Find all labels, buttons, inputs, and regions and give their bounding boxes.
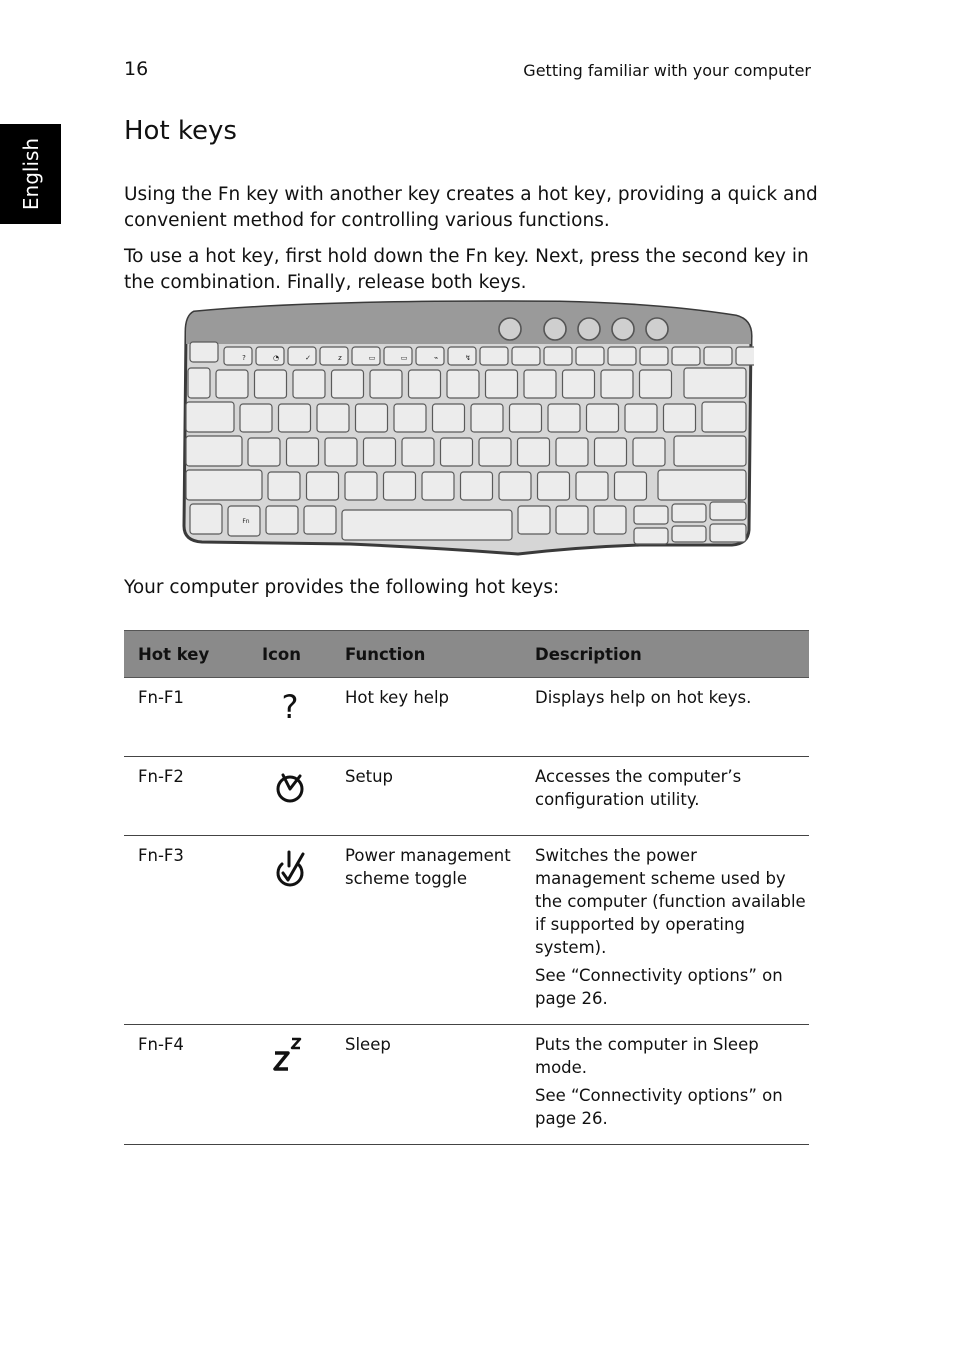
sleep-icon — [272, 1035, 308, 1081]
keyboard-key — [736, 347, 754, 365]
keyboard-key — [317, 404, 349, 432]
keyboard-key — [255, 370, 287, 398]
key-icon-mark: ◔ — [272, 354, 280, 362]
header-icon: Icon — [248, 631, 331, 678]
power-management-icon — [272, 846, 308, 896]
keyboard-key — [672, 347, 700, 365]
keyboard-key — [394, 404, 426, 432]
keyboard-key — [190, 504, 222, 534]
keyboard-key — [634, 528, 668, 544]
table-row — [124, 757, 809, 836]
question-mark-icon — [275, 688, 305, 730]
keyboard-key — [640, 370, 672, 398]
keyboard-key — [576, 472, 608, 500]
hotkey-cell: Fn-F1 — [124, 678, 248, 757]
keyboard-key — [524, 370, 556, 398]
keyboard-key — [279, 404, 311, 432]
keyboard-key — [287, 438, 319, 466]
key-icon-mark: ▭ — [400, 354, 408, 362]
hotkey-table — [124, 630, 809, 1145]
keyboard-key — [556, 438, 588, 466]
keyboard-key — [190, 342, 218, 362]
keyboard-key — [240, 404, 272, 432]
key-icon-mark: ✓ — [305, 354, 311, 362]
keyboard-key — [510, 404, 542, 432]
hotkey-cell: Fn-F3 — [124, 836, 248, 1025]
key-icon-mark: z — [338, 354, 342, 362]
language-tab — [0, 124, 61, 224]
keyboard-key — [594, 506, 626, 534]
running-header: Getting familiar with your computer — [523, 61, 811, 80]
keyboard-key — [352, 347, 380, 365]
key-icon-mark: ? — [242, 354, 246, 362]
keyboard-key — [595, 438, 627, 466]
instruction-paragraph: To use a hot key, first hold down the Fn key. Next, press the second key in the combination. Finally, release both keys. — [124, 246, 809, 293]
description-cell: Puts the computer in Sleep mode. See “Connectivity options” on page 26. — [521, 1025, 809, 1145]
keyboard-key — [633, 438, 665, 466]
keyboard-key — [304, 506, 336, 534]
table-intro: Your computer provides the following hot keys: — [124, 577, 560, 598]
keyboard-key — [416, 347, 444, 365]
svg-text:?: ? — [281, 688, 298, 724]
keyboard-key — [356, 404, 388, 432]
keyboard-key — [186, 470, 262, 500]
keyboard-key — [658, 470, 746, 500]
keyboard-key — [461, 472, 493, 500]
keyboard-key — [325, 438, 357, 466]
keyboard-key — [664, 404, 696, 432]
keyboard-key — [186, 402, 234, 432]
keyboard-key — [486, 370, 518, 398]
keyboard-key — [538, 472, 570, 500]
keyboard-key — [518, 438, 550, 466]
keyboard-illustration — [180, 298, 754, 556]
header-function: Function — [331, 631, 521, 678]
keyboard-key — [345, 472, 377, 500]
keyboard-key — [615, 472, 647, 500]
keyboard-key — [563, 370, 595, 398]
keyboard-key — [702, 402, 746, 432]
key-icon-mark: ↯ — [465, 354, 471, 362]
table-row — [124, 1025, 809, 1145]
description-cell: Switches the power management scheme used by the computer (function available if supported by operating system). See “Connectivity options” on page 26. — [521, 836, 809, 1025]
function-cell: Setup — [331, 757, 521, 836]
keyboard-key — [576, 347, 604, 365]
keyboard-key — [332, 370, 364, 398]
keyboard-key — [370, 370, 402, 398]
keyboard-key — [634, 506, 668, 524]
keyboard-key — [307, 472, 339, 500]
keyboard-key — [248, 438, 280, 466]
keyboard-key — [601, 370, 633, 398]
page-number: 16 — [124, 58, 149, 80]
keyboard-key — [480, 347, 508, 365]
keyboard-key — [293, 370, 325, 398]
keyboard-key — [266, 506, 298, 534]
keyboard-key — [186, 436, 242, 466]
function-cell: Sleep — [331, 1025, 521, 1145]
keyboard-key — [672, 526, 706, 542]
header-hotkey: Hot key — [124, 631, 248, 678]
keyboard-key — [256, 347, 284, 365]
function-cell: Hot key help — [331, 678, 521, 757]
keyboard-key — [320, 347, 348, 365]
keyboard-key — [447, 370, 479, 398]
keyboard-key — [471, 404, 503, 432]
keyboard-key — [224, 347, 252, 365]
section-title: Hot keys — [124, 116, 237, 146]
keyboard-key — [384, 472, 416, 500]
keyboard-key — [499, 472, 531, 500]
keyboard-key — [640, 347, 668, 365]
description-cell: Displays help on hot keys. — [521, 678, 809, 757]
table-row — [124, 836, 809, 1025]
setup-icon — [273, 767, 307, 809]
keyboard-key — [710, 524, 746, 542]
keyboard-key — [342, 510, 512, 540]
keyboard-key — [674, 436, 746, 466]
keyboard-key — [684, 368, 746, 398]
keyboard-key — [364, 438, 396, 466]
keyboard-key — [216, 370, 248, 398]
keyboard-key — [384, 347, 412, 365]
function-cell: Power management scheme toggle — [331, 836, 521, 1025]
hotkey-cell: Fn-F2 — [124, 757, 248, 836]
keyboard-key — [518, 506, 550, 534]
keyboard-key — [268, 472, 300, 500]
table-header-row — [124, 631, 809, 678]
keyboard-key — [288, 347, 316, 365]
keyboard-key — [625, 404, 657, 432]
keyboard-key — [441, 438, 473, 466]
keyboard-key — [512, 347, 540, 365]
keyboard-fn-key-label: Fn — [242, 518, 250, 525]
keyboard-key — [433, 404, 465, 432]
key-icon-mark: ⌁ — [433, 354, 439, 362]
key-icon-mark: ▭ — [368, 354, 376, 362]
table-row — [124, 678, 809, 757]
keyboard-key — [548, 404, 580, 432]
keyboard-key — [672, 504, 706, 522]
language-tab-label: English — [18, 137, 43, 211]
keyboard-key — [422, 472, 454, 500]
intro-paragraph: Using the Fn key with another key creates a hot key, providing a quick and convenient method for controlling various functions. — [124, 184, 818, 231]
keyboard-key — [402, 438, 434, 466]
hotkey-cell: Fn-F4 — [124, 1025, 248, 1145]
keyboard-key — [608, 347, 636, 365]
keyboard-key — [448, 347, 476, 365]
keyboard-key — [409, 370, 441, 398]
keyboard-key — [479, 438, 511, 466]
description-cell: Accesses the computer’s configuration utility. — [521, 757, 809, 836]
keyboard-key — [704, 347, 732, 365]
keyboard-key — [556, 506, 588, 534]
keyboard-key — [544, 347, 572, 365]
keyboard-key — [710, 502, 746, 520]
header-description: Description — [521, 631, 809, 678]
keyboard-key — [188, 368, 210, 398]
keyboard-key — [587, 404, 619, 432]
